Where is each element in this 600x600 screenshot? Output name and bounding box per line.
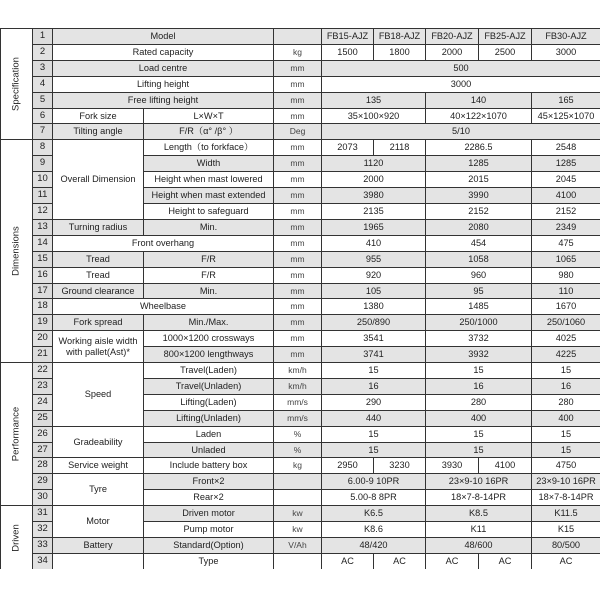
table-row: [1, 474, 600, 490]
row-sublabel: L×W×T: [144, 108, 274, 124]
value: 980: [532, 267, 600, 283]
value: 2118: [374, 140, 426, 156]
value: 1285: [532, 156, 600, 172]
value: 1500: [322, 44, 374, 60]
unit: mm: [274, 60, 322, 76]
model-header: FB15-AJZ: [322, 29, 374, 45]
row-number: 5: [33, 92, 53, 108]
row-sublabel: Front×2: [144, 474, 274, 490]
value: 454: [426, 235, 532, 251]
value: 960: [426, 267, 532, 283]
row-sublabel: Min.: [144, 219, 274, 235]
unit: km/h: [274, 378, 322, 394]
value: 23×9-10 16PR: [426, 474, 532, 490]
group-driven: Driven: [1, 506, 33, 570]
row-label: Model: [53, 29, 274, 45]
model-header: FB20-AJZ: [426, 29, 479, 45]
row-label: Lifting height: [53, 76, 274, 92]
row-label: Load centre: [53, 60, 274, 76]
value: 80/500: [532, 538, 600, 554]
row-number: 12: [33, 203, 53, 219]
value: 35×100×920: [322, 108, 426, 124]
value: 15: [322, 426, 426, 442]
value: 15: [322, 442, 426, 458]
value: 250/1000: [426, 315, 532, 331]
model-header: FB30-AJZ: [532, 29, 600, 45]
value: 500: [322, 60, 600, 76]
value: 1670: [532, 299, 600, 315]
value: K8.5: [426, 506, 532, 522]
row-number: 8: [33, 140, 53, 156]
row-sublabel: 1000×1200 crossways: [144, 331, 274, 347]
value: 3732: [426, 331, 532, 347]
value: 110: [532, 283, 600, 299]
value: 2045: [532, 172, 600, 188]
value: 400: [426, 410, 532, 426]
value: 16: [532, 378, 600, 394]
row-label: Motor: [53, 506, 144, 538]
value: 15: [322, 363, 426, 379]
value: 105: [322, 283, 426, 299]
table-row: [1, 458, 600, 474]
value: 15: [532, 442, 600, 458]
value: 45×125×1070: [532, 108, 600, 124]
value: 2548: [532, 140, 600, 156]
row-number: 13: [33, 219, 53, 235]
value: 280: [532, 394, 600, 410]
row-number: 29: [33, 474, 53, 490]
row-number: 34: [33, 553, 53, 569]
value: K11: [426, 522, 532, 538]
value: 1120: [322, 156, 426, 172]
value: 135: [322, 92, 426, 108]
unit: mm: [274, 235, 322, 251]
row-sublabel: Driven motor: [144, 506, 274, 522]
row-number: 14: [33, 235, 53, 251]
value: 165: [532, 92, 600, 108]
unit: V/Ah: [274, 538, 322, 554]
table-row: [1, 219, 600, 235]
row-number: 10: [33, 172, 53, 188]
unit: mm: [274, 299, 322, 315]
value: 1485: [426, 299, 532, 315]
unit: mm: [274, 219, 322, 235]
group-performance: Performance: [1, 363, 33, 506]
row-number: 33: [33, 538, 53, 554]
row-sublabel: Lifting(Laden): [144, 394, 274, 410]
table-row: [1, 140, 600, 156]
row-sublabel: Laden: [144, 426, 274, 442]
unit: mm: [274, 188, 322, 204]
value: 2286.5: [426, 140, 532, 156]
row-sublabel: F/R: [144, 267, 274, 283]
value: 3980: [322, 188, 426, 204]
table-row: [1, 76, 600, 92]
row-label: Tyre: [53, 474, 144, 506]
row-number: 31: [33, 506, 53, 522]
value: AC: [322, 553, 374, 569]
group-specification: Specification: [1, 29, 33, 140]
value: 15: [426, 426, 532, 442]
unit: mm: [274, 156, 322, 172]
table-row: [1, 553, 600, 569]
value: 3932: [426, 347, 532, 363]
unit: [274, 474, 322, 490]
value: 400: [532, 410, 600, 426]
value: 4025: [532, 331, 600, 347]
table-row: [1, 251, 600, 267]
unit: kw: [274, 522, 322, 538]
row-label: Ground clearance: [53, 283, 144, 299]
value: 15: [426, 363, 532, 379]
row-sublabel: Travel(Unladen): [144, 378, 274, 394]
row-sublabel: Height when mast extended: [144, 188, 274, 204]
value: 2000: [322, 172, 426, 188]
row-number: 30: [33, 490, 53, 506]
row-sublabel: Height when mast lowered: [144, 172, 274, 188]
row-label: Gradeability: [53, 426, 144, 458]
page-bottom-margin: [0, 569, 600, 600]
value: 3990: [426, 188, 532, 204]
row-number: 23: [33, 378, 53, 394]
row-label: Speed: [53, 363, 144, 427]
value: 23×9-10 16PR: [532, 474, 600, 490]
value: 1058: [426, 251, 532, 267]
row-label: Battery: [53, 538, 144, 554]
unit: mm: [274, 203, 322, 219]
row-label: Overall Dimension: [53, 140, 144, 220]
value: AC: [374, 553, 426, 569]
value: 5.00-8 8PR: [322, 490, 426, 506]
unit: mm: [274, 315, 322, 331]
row-sublabel: Standard(Option): [144, 538, 274, 554]
row-number: 16: [33, 267, 53, 283]
table-row: [1, 426, 600, 442]
row-sublabel: Rear×2: [144, 490, 274, 506]
unit: km/h: [274, 363, 322, 379]
row-label: Service weight: [53, 458, 144, 474]
value: 15: [532, 426, 600, 442]
value: 3541: [322, 331, 426, 347]
table-row: [1, 108, 600, 124]
table-row: [1, 538, 600, 554]
row-number: 27: [33, 442, 53, 458]
unit: Deg: [274, 124, 322, 140]
row-sublabel: Lifting(Unladen): [144, 410, 274, 426]
unit: [274, 490, 322, 506]
row-sublabel: Type: [144, 553, 274, 569]
value: 2015: [426, 172, 532, 188]
value: 1065: [532, 251, 600, 267]
row-label: Rated capacity: [53, 44, 274, 60]
row-label: Front overhang: [53, 235, 274, 251]
unit: mm: [274, 251, 322, 267]
table-row: [1, 92, 600, 108]
row-sublabel: Pump motor: [144, 522, 274, 538]
unit: %: [274, 426, 322, 442]
value: 18×7-8-14PR: [532, 490, 600, 506]
value: 15: [532, 363, 600, 379]
value: 1285: [426, 156, 532, 172]
value: 15: [426, 442, 532, 458]
value: 140: [426, 92, 532, 108]
value: 2152: [426, 203, 532, 219]
row-sublabel: Travel(Laden): [144, 363, 274, 379]
value: 4100: [479, 458, 532, 474]
value: 290: [322, 394, 426, 410]
row-number: 9: [33, 156, 53, 172]
row-number: 15: [33, 251, 53, 267]
value: 4750: [532, 458, 600, 474]
row-number: 1: [33, 29, 53, 45]
unit: mm: [274, 76, 322, 92]
row-label: [53, 553, 144, 569]
table-row: [1, 283, 600, 299]
row-sublabel: Length（to forkface）: [144, 140, 274, 156]
row-sublabel: F/R: [144, 251, 274, 267]
value: K15: [532, 522, 600, 538]
unit: mm: [274, 267, 322, 283]
unit: [274, 553, 322, 569]
value: 1380: [322, 299, 426, 315]
value: 3000: [532, 44, 600, 60]
row-label: Fork spread: [53, 315, 144, 331]
value: 18×7-8-14PR: [426, 490, 532, 506]
unit: mm: [274, 283, 322, 299]
row-number: 2: [33, 44, 53, 60]
row-label: Wheelbase: [53, 299, 274, 315]
unit: mm: [274, 140, 322, 156]
value: 2135: [322, 203, 426, 219]
row-number: 32: [33, 522, 53, 538]
table-row: [1, 60, 600, 76]
row-sublabel: Unladed: [144, 442, 274, 458]
value: 2080: [426, 219, 532, 235]
value: AC: [479, 553, 532, 569]
value: 955: [322, 251, 426, 267]
value: 4100: [532, 188, 600, 204]
unit: mm/s: [274, 410, 322, 426]
table-row: [1, 124, 600, 140]
value: 250/890: [322, 315, 426, 331]
row-number: 24: [33, 394, 53, 410]
row-number: 25: [33, 410, 53, 426]
value: 3230: [374, 458, 426, 474]
table-row: [1, 29, 600, 45]
row-number: 7: [33, 124, 53, 140]
table-row: [1, 235, 600, 251]
row-sublabel: F/R（α° /β° ）: [144, 124, 274, 140]
row-number: 21: [33, 347, 53, 363]
value: 475: [532, 235, 600, 251]
table-row: [1, 44, 600, 60]
value: 3741: [322, 347, 426, 363]
value: 16: [322, 378, 426, 394]
value: 440: [322, 410, 426, 426]
value: 48/420: [322, 538, 426, 554]
row-sublabel: Include battery box: [144, 458, 274, 474]
group-dimensions: Dimensions: [1, 140, 33, 363]
value: AC: [426, 553, 479, 569]
table-row: [1, 315, 600, 331]
row-sublabel: Width: [144, 156, 274, 172]
unit: mm/s: [274, 394, 322, 410]
row-label: Working aisle width with pallet(Ast)*: [53, 331, 144, 363]
row-number: 22: [33, 363, 53, 379]
unit: [274, 29, 322, 45]
value: 250/1060: [532, 315, 600, 331]
value: 410: [322, 235, 426, 251]
table-row: [1, 299, 600, 315]
value: 2349: [532, 219, 600, 235]
model-header: FB18-AJZ: [374, 29, 426, 45]
value: 3000: [322, 76, 600, 92]
unit: kg: [274, 458, 322, 474]
row-number: 18: [33, 299, 53, 315]
unit: kg: [274, 44, 322, 60]
row-label: Tilting angle: [53, 124, 144, 140]
value: K11.5: [532, 506, 600, 522]
unit: kw: [274, 506, 322, 522]
value: K8.6: [322, 522, 426, 538]
row-number: 26: [33, 426, 53, 442]
row-number: 28: [33, 458, 53, 474]
table-row: [1, 506, 600, 522]
table-row: [1, 331, 600, 347]
value: K6.5: [322, 506, 426, 522]
row-label: Tread: [53, 267, 144, 283]
value: 40×122×1070: [426, 108, 532, 124]
model-header: FB25-AJZ: [479, 29, 532, 45]
unit: mm: [274, 331, 322, 347]
row-label: Turning radius: [53, 219, 144, 235]
row-number: 3: [33, 60, 53, 76]
value: 3930: [426, 458, 479, 474]
row-number: 19: [33, 315, 53, 331]
value: 16: [426, 378, 532, 394]
forklift-spec-table: [0, 28, 600, 570]
row-number: 17: [33, 283, 53, 299]
unit: mm: [274, 92, 322, 108]
table-row: [1, 363, 600, 379]
row-sublabel: Height to safeguard: [144, 203, 274, 219]
value: 4225: [532, 347, 600, 363]
value: 6.00-9 10PR: [322, 474, 426, 490]
value: AC: [532, 553, 600, 569]
row-sublabel: Min.: [144, 283, 274, 299]
value: 2000: [426, 44, 479, 60]
row-number: 11: [33, 188, 53, 204]
row-number: 6: [33, 108, 53, 124]
value: 2073: [322, 140, 374, 156]
row-number: 20: [33, 331, 53, 347]
row-sublabel: 800×1200 lengthways: [144, 347, 274, 363]
value: 2500: [479, 44, 532, 60]
row-label: Free lifting height: [53, 92, 274, 108]
value: 920: [322, 267, 426, 283]
value: 5/10: [322, 124, 600, 140]
value: 48/600: [426, 538, 532, 554]
unit: mm: [274, 108, 322, 124]
value: 95: [426, 283, 532, 299]
unit: mm: [274, 347, 322, 363]
value: 2152: [532, 203, 600, 219]
unit: %: [274, 442, 322, 458]
table-row: [1, 267, 600, 283]
value: 1965: [322, 219, 426, 235]
row-sublabel: Min./Max.: [144, 315, 274, 331]
value: 280: [426, 394, 532, 410]
row-label: Fork size: [53, 108, 144, 124]
row-number: 4: [33, 76, 53, 92]
value: 2950: [322, 458, 374, 474]
row-label: Tread: [53, 251, 144, 267]
unit: mm: [274, 172, 322, 188]
value: 1800: [374, 44, 426, 60]
